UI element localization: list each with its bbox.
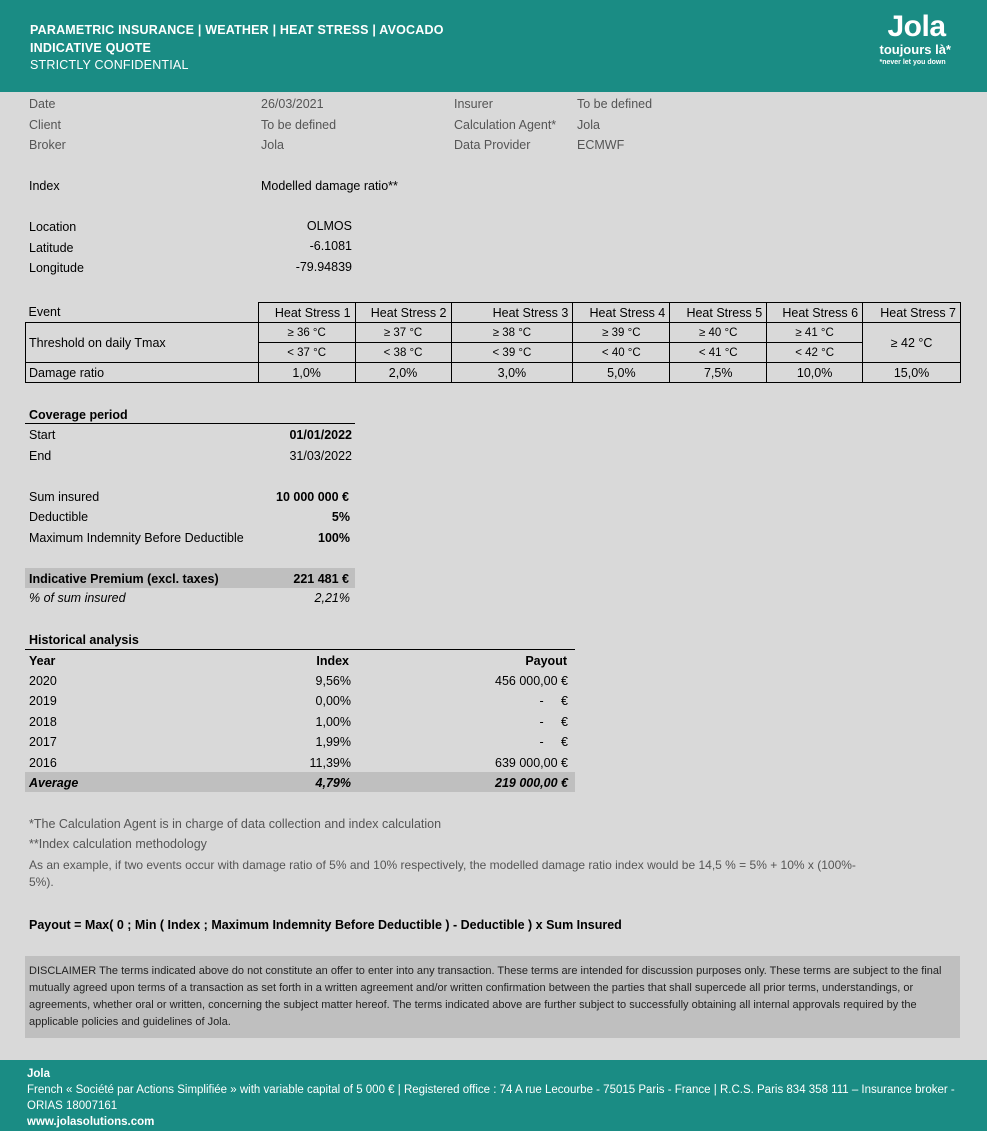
damage-ratio: 15,0% bbox=[863, 363, 961, 383]
broker-label: Broker bbox=[29, 138, 66, 152]
event-name: Heat Stress 4 bbox=[573, 303, 670, 323]
threshold-lower: ≥ 42 °C bbox=[863, 323, 961, 363]
event-name: Heat Stress 5 bbox=[670, 303, 767, 323]
header-banner bbox=[0, 0, 987, 92]
location-label: Location bbox=[29, 220, 77, 234]
calc-agent-label: Calculation Agent* bbox=[454, 118, 557, 132]
sum-label: Sum insured bbox=[29, 490, 100, 504]
calc-agent-value: Jola bbox=[577, 118, 600, 132]
event-name: Heat Stress 2 bbox=[355, 303, 451, 323]
col-payout: Payout bbox=[525, 654, 567, 668]
threshold-lower: ≥ 37 °C bbox=[355, 323, 451, 343]
damage-ratio: 2,0% bbox=[355, 363, 451, 383]
latitude-label: Latitude bbox=[29, 241, 74, 255]
threshold-lower: ≥ 38 °C bbox=[451, 323, 573, 343]
logo-subtag: *never let you down bbox=[879, 59, 946, 66]
footer bbox=[0, 1060, 987, 1131]
start-label: Start bbox=[29, 428, 56, 442]
max-indemnity-label: Maximum Indemnity Before Deductible bbox=[29, 531, 244, 545]
end-label: End bbox=[29, 449, 52, 463]
start-value: 01/01/2022 bbox=[289, 428, 352, 442]
threshold-upper: < 39 °C bbox=[451, 343, 573, 363]
threshold-upper: < 40 °C bbox=[573, 343, 670, 363]
threshold-lower: ≥ 41 °C bbox=[767, 323, 863, 343]
event-name: Heat Stress 7 bbox=[863, 303, 961, 323]
col-index: Index bbox=[316, 654, 349, 668]
hist-index: 9,56% bbox=[315, 674, 351, 688]
note-methodology: **Index calculation methodology bbox=[29, 837, 207, 851]
damage-ratio: 5,0% bbox=[573, 363, 670, 383]
hist-payout: - € bbox=[539, 715, 568, 729]
hist-index: 0,00% bbox=[315, 694, 351, 708]
event-name: Heat Stress 6 bbox=[767, 303, 863, 323]
damage-ratio: 3,0% bbox=[451, 363, 573, 383]
payout-formula: Payout = Max( 0 ; Min ( Index ; Maximum Indemnity Before Deductible ) - Deductible ) x Sum Insured bbox=[29, 918, 622, 932]
damage-ratio: 7,5% bbox=[670, 363, 767, 383]
premium-label: Indicative Premium (excl. taxes) bbox=[29, 572, 219, 586]
avg-label: Average bbox=[29, 776, 79, 790]
note-example-cont: 5%). bbox=[29, 875, 54, 889]
hist-payout: 639 000,00 € bbox=[495, 756, 568, 770]
damage-ratio: 1,0% bbox=[258, 363, 355, 383]
insurer-label: Insurer bbox=[454, 97, 493, 111]
index-value: Modelled damage ratio** bbox=[261, 179, 398, 193]
footer-website[interactable]: www.jolasolutions.com bbox=[27, 1116, 155, 1128]
pct-value: 2,21% bbox=[314, 591, 350, 605]
threshold-upper: < 42 °C bbox=[767, 343, 863, 363]
premium-value: 221 481 € bbox=[293, 572, 349, 586]
quote-body bbox=[0, 92, 987, 1060]
note-calculation-agent: *The Calculation Agent is in charge of data collection and index calculation bbox=[29, 817, 442, 831]
hist-index: 1,99% bbox=[315, 735, 351, 749]
threshold-upper: < 37 °C bbox=[258, 343, 355, 363]
confidential-label: STRICTLY CONFIDENTIAL bbox=[30, 58, 189, 72]
threshold-upper: < 38 °C bbox=[355, 343, 451, 363]
avg-index: 4,79% bbox=[315, 776, 351, 790]
footer-orias: ORIAS 18007161 bbox=[27, 1100, 118, 1112]
hist-year: 2016 bbox=[29, 756, 57, 770]
threshold-lower: ≥ 36 °C bbox=[258, 323, 355, 343]
footer-company: Jola bbox=[27, 1068, 51, 1080]
client-label: Client bbox=[29, 118, 61, 132]
hist-payout: - € bbox=[539, 694, 568, 708]
client-value: To be defined bbox=[261, 118, 337, 132]
longitude-value: -79.94839 bbox=[295, 260, 352, 274]
sum-value: 10 000 000 € bbox=[276, 490, 349, 504]
hist-index: 1,00% bbox=[315, 715, 351, 729]
insurer-value: To be defined bbox=[577, 97, 653, 111]
hist-year: 2020 bbox=[29, 674, 57, 688]
coverage-divider bbox=[25, 423, 355, 424]
doc-subtitle: INDICATIVE QUOTE bbox=[30, 41, 152, 55]
hist-year: 2017 bbox=[29, 735, 57, 749]
damage-label: Damage ratio bbox=[26, 363, 259, 383]
logo-name: Jola bbox=[887, 10, 946, 43]
location-value: OLMOS bbox=[306, 219, 352, 233]
date-value: 26/03/2021 bbox=[261, 97, 324, 111]
col-year: Year bbox=[29, 654, 56, 668]
event-label: Event bbox=[26, 303, 259, 323]
event-name: Heat Stress 1 bbox=[258, 303, 355, 323]
index-label: Index bbox=[29, 179, 60, 193]
avg-payout: 219 000,00 € bbox=[495, 776, 568, 790]
historical-title: Historical analysis bbox=[29, 633, 139, 647]
provider-value: ECMWF bbox=[577, 138, 625, 152]
historical-divider bbox=[25, 649, 575, 650]
threshold-label: Threshold on daily Tmax bbox=[26, 323, 259, 363]
disclaimer: DISCLAIMER The terms indicated above do not constitute an offer to enter into any transaction. These terms are intended for discussion purposes only. These terms are subject to the final mutually agreed upon terms of a transaction as set forth in a written agreement and/or written confirmation between the parties that shall supercede all prior terms, understandings, or agreements, whether oral or written, concerning the subject matter hereof. The terms indicated above are further subject to successfully obtaining all internal approvals required by the applicable policies and guidelines of Jola. bbox=[25, 956, 960, 1038]
hist-payout: 456 000,00 € bbox=[495, 674, 568, 688]
hist-index: 11,39% bbox=[309, 756, 351, 770]
threshold-upper: < 41 °C bbox=[670, 343, 767, 363]
hist-payout: - € bbox=[539, 735, 568, 749]
max-indemnity-value: 100% bbox=[318, 531, 350, 545]
coverage-title: Coverage period bbox=[29, 408, 128, 422]
end-value: 31/03/2022 bbox=[289, 449, 352, 463]
footer-legal: French « Société par Actions Simplifiée » with variable capital of 5 000 € | Registered office : 74 A rue Lecourbe - 75015 Paris - France | R.C.S. Paris 834 358 111 – Insurance broker - bbox=[27, 1084, 955, 1096]
threshold-lower: ≥ 39 °C bbox=[573, 323, 670, 343]
broker-value: Jola bbox=[261, 138, 284, 152]
event-name: Heat Stress 3 bbox=[451, 303, 573, 323]
event-table bbox=[25, 302, 961, 383]
provider-label: Data Provider bbox=[454, 138, 531, 152]
latitude-value: -6.1081 bbox=[309, 239, 352, 253]
damage-ratio: 10,0% bbox=[767, 363, 863, 383]
deductible-value: 5% bbox=[331, 510, 350, 524]
longitude-label: Longitude bbox=[29, 261, 84, 275]
threshold-lower: ≥ 40 °C bbox=[670, 323, 767, 343]
doc-title: PARAMETRIC INSURANCE | WEATHER | HEAT STRESS | AVOCADO bbox=[30, 23, 444, 37]
deductible-label: Deductible bbox=[29, 510, 89, 524]
pct-label: % of sum insured bbox=[29, 591, 126, 605]
hist-year: 2018 bbox=[29, 715, 57, 729]
hist-year: 2019 bbox=[29, 694, 57, 708]
note-example: As an example, if two events occur with damage ratio of 5% and 10% respectively, the modelled damage ratio index would be 14,5 % = 5% + 10% x (100%- bbox=[29, 858, 856, 872]
date-label: Date bbox=[29, 97, 56, 111]
jola-logo bbox=[879, 12, 951, 67]
logo-tagline: toujours là* bbox=[879, 42, 951, 57]
